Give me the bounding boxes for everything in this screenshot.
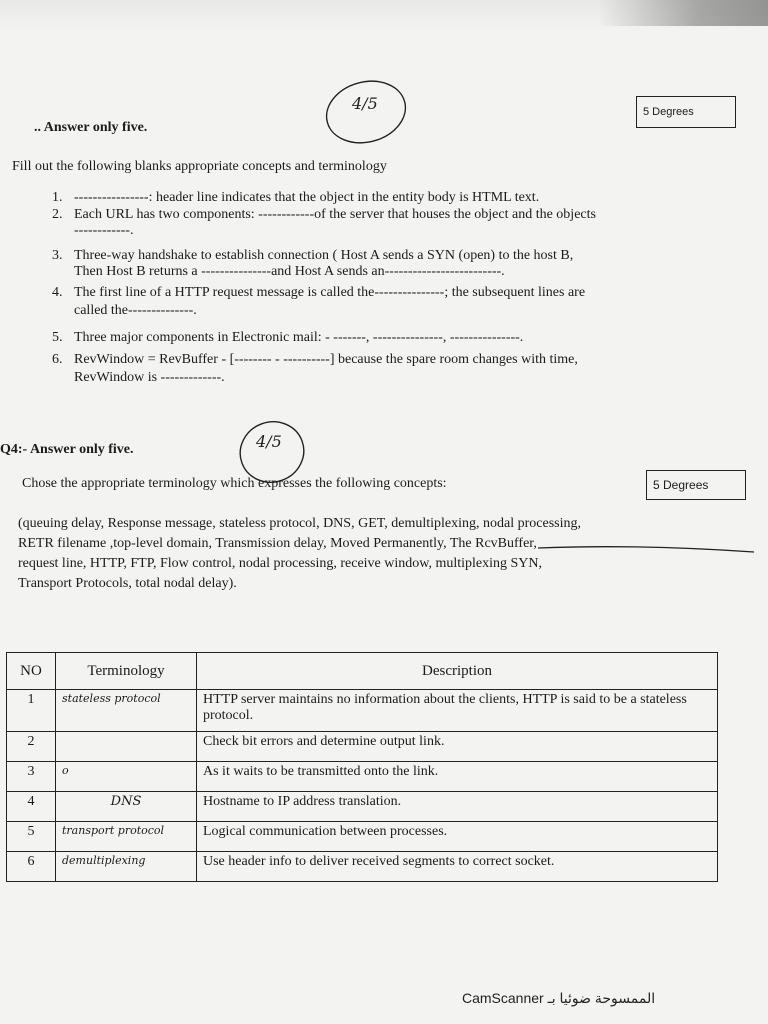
table-row [7, 792, 718, 822]
q4-terms-line: (queuing delay, Response message, stateless protocol, DNS, GET, demultiplexing, nodal processing, [18, 516, 582, 531]
blank-item: RevWindow is -------------. [74, 370, 225, 385]
row-terminology: stateless protocol [56, 690, 197, 732]
row-terminology: o [56, 762, 197, 792]
table-row [7, 690, 718, 732]
table-row [7, 852, 718, 882]
table-row [7, 762, 718, 792]
q4-heading: Q4:- Answer only five. [0, 442, 134, 457]
q3-instruction: Fill out the following blanks appropriate concepts and terminology [12, 159, 387, 174]
row-terminology: transport protocol [56, 822, 197, 852]
row-description: Hostname to IP address translation. [197, 792, 718, 822]
blank-item: called the--------------. [74, 303, 197, 318]
q3-grade-mark: 4/5 [352, 94, 378, 113]
row-description: As it waits to be transmitted onto the link. [197, 762, 718, 792]
col-header-no: NO [7, 653, 56, 690]
blank-item: 5. Three major components in Electronic mail: - -------, ---------------, ---------------. [52, 330, 524, 345]
blank-item: 2. Each URL has two components: ------------of the server that houses the object and the objects [52, 207, 596, 222]
scan-corner-shadow [598, 0, 768, 26]
row-description: HTTP server maintains no information about the clients, HTTP is said to be a stateless protocol. [197, 690, 718, 732]
row-number: 1 [7, 690, 56, 732]
blank-item: 3. Three-way handshake to establish connection ( Host A sends a SYN (open) to the host B, [52, 248, 574, 263]
row-number: 6 [7, 852, 56, 882]
row-number: 4 [7, 792, 56, 822]
col-header-terminology: Terminology [56, 653, 197, 690]
table-row [7, 732, 718, 762]
col-header-description: Description [197, 653, 718, 690]
terminology-table [6, 652, 718, 882]
row-terminology: demultiplexing [56, 852, 197, 882]
q3-heading: .. Answer only five. [34, 120, 148, 135]
q4-terms-line: RETR filename ,top-level domain, Transmission delay, Moved Permanently, The RcvBuffer, [18, 536, 537, 551]
row-description: Check bit errors and determine output link. [197, 732, 718, 762]
q4-instruction: Chose the appropriate terminology which expresses the following concepts: [22, 476, 447, 491]
blank-item: ------------. [74, 223, 134, 238]
row-terminology [56, 732, 197, 762]
q4-terms-line: request line, HTTP, FTP, Flow control, nodal processing, receive window, multiplexing SYN, [18, 556, 543, 571]
table-header-row [7, 653, 718, 690]
blank-item: 4. The first line of a HTTP request message is called the---------------; the subsequent lines are [52, 285, 586, 300]
q3-degrees-box: 5 Degrees [636, 96, 736, 128]
row-description: Use header info to deliver received segments to correct socket. [197, 852, 718, 882]
row-terminology: DNS [56, 792, 197, 822]
q4-terms-line: Transport Protocols, total nodal delay). [18, 576, 237, 591]
row-number: 2 [7, 732, 56, 762]
row-number: 3 [7, 762, 56, 792]
blank-item: 6. RevWindow = RevBuffer - [-------- - ----------] because the spare room changes with time, [52, 352, 578, 367]
table-row [7, 822, 718, 852]
camscanner-watermark: CamScanner الممسوحة ضوئيا بـ [462, 990, 656, 1006]
blank-item: 1. ----------------: header line indicates that the object in the entity body is HTML text. [52, 190, 540, 205]
q4-degrees-box: 5 Degrees [646, 470, 746, 500]
blank-item: Then Host B returns a ---------------and Host A sends an-------------------------. [74, 264, 505, 279]
row-description: Logical communication between processes. [197, 822, 718, 852]
strike-mark [18, 540, 758, 560]
q4-grade-mark: 4/5 [256, 432, 282, 451]
row-number: 5 [7, 822, 56, 852]
